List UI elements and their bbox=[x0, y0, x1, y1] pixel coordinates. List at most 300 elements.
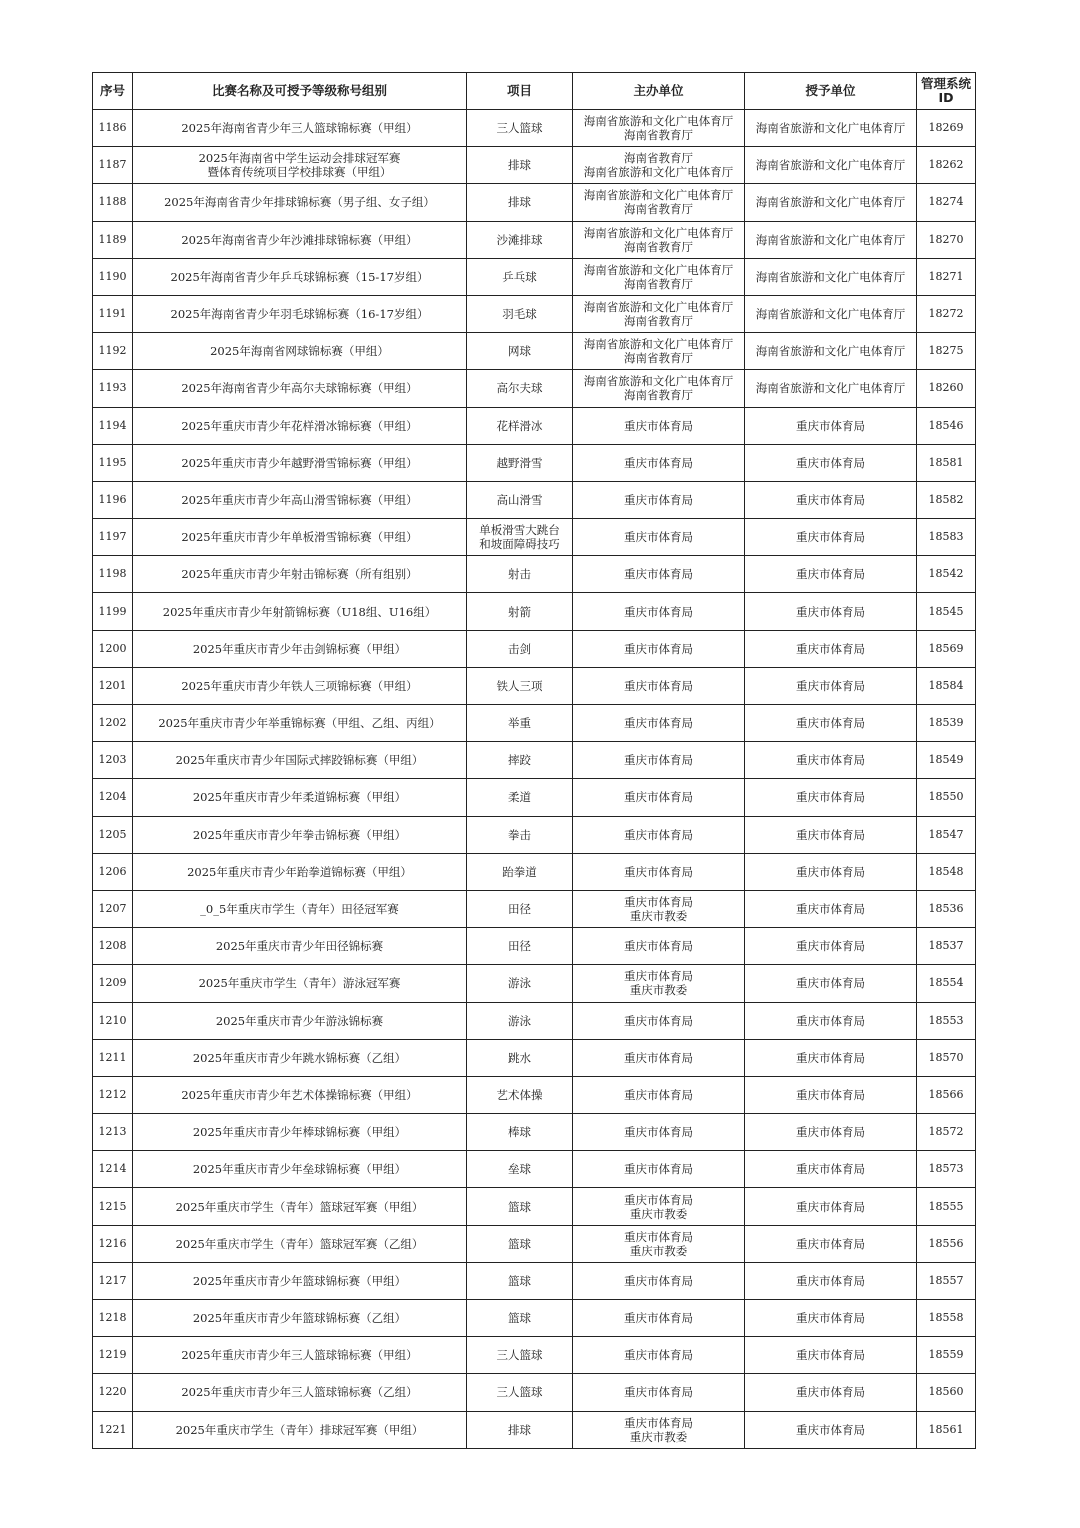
cell-system-id: 18566 bbox=[917, 1076, 976, 1113]
table-row bbox=[93, 1114, 976, 1151]
cell-competition-name-line: 2025年海南省青少年高尔夫球锦标赛（甲组） bbox=[181, 381, 418, 396]
cell-host bbox=[573, 1076, 745, 1113]
header-row bbox=[93, 73, 976, 110]
cell-host bbox=[573, 705, 745, 742]
cell-seq: 1206 bbox=[93, 853, 133, 890]
cell-sport bbox=[467, 853, 573, 890]
cell-competition-name bbox=[133, 1225, 467, 1262]
cell-sport bbox=[467, 965, 573, 1002]
cell-competition-name bbox=[133, 1337, 467, 1374]
header-system-id-line1: 管理系统 bbox=[920, 76, 971, 91]
cell-host-line: 重庆市体育局 bbox=[624, 418, 693, 433]
table-header bbox=[93, 73, 976, 110]
cell-sport bbox=[467, 333, 573, 370]
cell-host-line: 海南省旅游和文化广电体育厅 bbox=[583, 165, 734, 180]
cell-host bbox=[573, 1262, 745, 1299]
cell-competition-name-line: 2025年重庆市青少年击剑锦标赛（甲组） bbox=[192, 641, 407, 656]
cell-competition-name-line: 2025年重庆市学生（青年）排球冠军赛（甲组） bbox=[175, 1422, 424, 1437]
cell-sport bbox=[467, 1225, 573, 1262]
cell-seq: 1188 bbox=[93, 184, 133, 221]
cell-sport bbox=[467, 407, 573, 444]
table-row bbox=[93, 407, 976, 444]
cell-seq: 1211 bbox=[93, 1039, 133, 1076]
cell-host-line: 重庆市体育局 bbox=[624, 864, 693, 879]
cell-seq: 1212 bbox=[93, 1076, 133, 1113]
cell-sport bbox=[467, 370, 573, 407]
cell-host bbox=[573, 258, 745, 295]
cell-competition-name-line: 2025年重庆市青少年铁人三项锦标赛（甲组） bbox=[181, 678, 418, 693]
cell-competition-name-line: 2025年海南省青少年乒乓球锦标赛（15-17岁组） bbox=[170, 269, 429, 284]
cell-seq: 1197 bbox=[93, 519, 133, 556]
cell-competition-name-line: _0_5年重庆市学生（青年）田径冠军赛 bbox=[200, 902, 399, 917]
table-row bbox=[93, 481, 976, 518]
cell-host bbox=[573, 1002, 745, 1039]
cell-competition-name-line: 2025年重庆市青少年跆拳道锦标赛（甲组） bbox=[187, 864, 412, 879]
cell-seq: 1194 bbox=[93, 407, 133, 444]
table-row bbox=[93, 1151, 976, 1188]
cell-system-id: 18560 bbox=[917, 1374, 976, 1411]
cell-sport-line: 越野滑雪 bbox=[496, 455, 543, 470]
cell-host-line: 重庆市体育局 bbox=[624, 1050, 693, 1065]
cell-seq: 1201 bbox=[93, 667, 133, 704]
cell-competition-name-line: 2025年重庆市学生（青年）篮球冠军赛（乙组） bbox=[175, 1236, 424, 1251]
cell-grantor: 重庆市体育局 bbox=[745, 1076, 917, 1113]
cell-sport bbox=[467, 1039, 573, 1076]
cell-seq: 1202 bbox=[93, 705, 133, 742]
cell-sport bbox=[467, 816, 573, 853]
cell-sport bbox=[467, 705, 573, 742]
cell-host bbox=[573, 519, 745, 556]
cell-grantor: 重庆市体育局 bbox=[745, 667, 917, 704]
cell-host-line: 海南省教育厅 bbox=[624, 202, 693, 217]
cell-grantor: 重庆市体育局 bbox=[745, 1300, 917, 1337]
cell-seq: 1186 bbox=[93, 110, 133, 147]
cell-sport-line: 游泳 bbox=[508, 976, 531, 991]
cell-competition-name-line: 2025年重庆市青少年田径锦标赛 bbox=[215, 939, 384, 954]
cell-host bbox=[573, 1300, 745, 1337]
cell-sport-line: 垒球 bbox=[508, 1162, 531, 1177]
cell-competition-name-line: 2025年重庆市青少年三人篮球锦标赛（乙组） bbox=[181, 1385, 418, 1400]
cell-sport-line: 沙滩排球 bbox=[496, 232, 543, 247]
cell-system-id: 18581 bbox=[917, 444, 976, 481]
cell-grantor: 重庆市体育局 bbox=[745, 890, 917, 927]
cell-host-line: 重庆市教委 bbox=[629, 983, 688, 998]
cell-host-line: 重庆市体育局 bbox=[624, 455, 693, 470]
cell-competition-name-line: 2025年重庆市学生（青年）游泳冠军赛 bbox=[198, 976, 401, 991]
cell-seq: 1220 bbox=[93, 1374, 133, 1411]
cell-sport bbox=[467, 184, 573, 221]
table-row bbox=[93, 1262, 976, 1299]
cell-sport-line: 排球 bbox=[508, 1422, 531, 1437]
cell-host-line: 重庆市教委 bbox=[629, 1206, 688, 1221]
cell-host bbox=[573, 407, 745, 444]
cell-competition-name bbox=[133, 1114, 467, 1151]
cell-competition-name bbox=[133, 1374, 467, 1411]
cell-host-line: 海南省教育厅 bbox=[624, 388, 693, 403]
cell-host bbox=[573, 295, 745, 332]
cell-grantor: 重庆市体育局 bbox=[745, 1337, 917, 1374]
cell-sport bbox=[467, 556, 573, 593]
cell-host bbox=[573, 333, 745, 370]
cell-host bbox=[573, 1225, 745, 1262]
cell-host bbox=[573, 928, 745, 965]
cell-grantor: 海南省旅游和文化广电体育厅 bbox=[745, 370, 917, 407]
table-row bbox=[93, 370, 976, 407]
table-row bbox=[93, 965, 976, 1002]
table-row bbox=[93, 593, 976, 630]
cell-host bbox=[573, 556, 745, 593]
cell-system-id: 18275 bbox=[917, 333, 976, 370]
cell-host-line: 重庆市体育局 bbox=[624, 1013, 693, 1028]
cell-sport-line: 棒球 bbox=[508, 1125, 531, 1140]
cell-host-line: 重庆市体育局 bbox=[624, 1162, 693, 1177]
cell-system-id: 18569 bbox=[917, 630, 976, 667]
cell-grantor: 海南省旅游和文化广电体育厅 bbox=[745, 258, 917, 295]
cell-grantor: 海南省旅游和文化广电体育厅 bbox=[745, 184, 917, 221]
cell-system-id: 18554 bbox=[917, 965, 976, 1002]
cell-sport-line: 排球 bbox=[508, 158, 531, 173]
cell-seq: 1200 bbox=[93, 630, 133, 667]
cell-competition-name bbox=[133, 742, 467, 779]
cell-host-line: 海南省旅游和文化广电体育厅 bbox=[583, 114, 734, 129]
cell-system-id: 18260 bbox=[917, 370, 976, 407]
cell-system-id: 18545 bbox=[917, 593, 976, 630]
cell-seq: 1213 bbox=[93, 1114, 133, 1151]
cell-competition-name-line: 2025年重庆市青少年射箭锦标赛（U18组、U16组） bbox=[162, 604, 437, 619]
table-row bbox=[93, 295, 976, 332]
cell-host-line: 海南省旅游和文化广电体育厅 bbox=[583, 300, 734, 315]
cell-grantor: 重庆市体育局 bbox=[745, 444, 917, 481]
cell-seq: 1209 bbox=[93, 965, 133, 1002]
cell-system-id: 18270 bbox=[917, 221, 976, 258]
cell-competition-name-line: 2025年重庆市青少年艺术体操锦标赛（甲组） bbox=[181, 1087, 418, 1102]
cell-grantor: 重庆市体育局 bbox=[745, 779, 917, 816]
cell-competition-name bbox=[133, 1039, 467, 1076]
cell-competition-name-line: 2025年重庆市青少年垒球锦标赛（甲组） bbox=[192, 1162, 407, 1177]
cell-seq: 1204 bbox=[93, 779, 133, 816]
cell-sport-line: 跳水 bbox=[508, 1050, 531, 1065]
cell-sport-line: 击剑 bbox=[508, 641, 531, 656]
cell-host-line: 重庆市体育局 bbox=[624, 716, 693, 731]
cell-seq: 1208 bbox=[93, 928, 133, 965]
cell-system-id: 18274 bbox=[917, 184, 976, 221]
cell-competition-name-line: 2025年海南省青少年排球锦标赛（男子组、女子组） bbox=[164, 195, 435, 210]
cell-system-id: 18561 bbox=[917, 1411, 976, 1448]
cell-host bbox=[573, 1337, 745, 1374]
cell-sport bbox=[467, 890, 573, 927]
cell-seq: 1205 bbox=[93, 816, 133, 853]
cell-grantor: 重庆市体育局 bbox=[745, 965, 917, 1002]
table-row bbox=[93, 147, 976, 184]
cell-host-line: 海南省旅游和文化广电体育厅 bbox=[583, 262, 734, 277]
cell-sport-line: 乒乓球 bbox=[502, 269, 537, 284]
cell-host bbox=[573, 1114, 745, 1151]
cell-competition-name bbox=[133, 667, 467, 704]
cell-sport bbox=[467, 295, 573, 332]
cell-seq: 1215 bbox=[93, 1188, 133, 1225]
cell-host-line: 重庆市教委 bbox=[629, 1429, 688, 1444]
cell-competition-name-line: 2025年海南省青少年沙滩排球锦标赛（甲组） bbox=[181, 232, 418, 247]
cell-host bbox=[573, 965, 745, 1002]
table-row bbox=[93, 890, 976, 927]
cell-sport-line: 篮球 bbox=[508, 1236, 531, 1251]
cell-grantor: 重庆市体育局 bbox=[745, 630, 917, 667]
cell-system-id: 18559 bbox=[917, 1337, 976, 1374]
cell-seq: 1221 bbox=[93, 1411, 133, 1448]
cell-sport bbox=[467, 593, 573, 630]
table-row bbox=[93, 519, 976, 556]
cell-competition-name bbox=[133, 1076, 467, 1113]
cell-competition-name bbox=[133, 593, 467, 630]
cell-host-line: 重庆市体育局 bbox=[624, 1311, 693, 1326]
cell-system-id: 18573 bbox=[917, 1151, 976, 1188]
cell-competition-name bbox=[133, 1262, 467, 1299]
table-row bbox=[93, 816, 976, 853]
table-row bbox=[93, 630, 976, 667]
cell-grantor: 重庆市体育局 bbox=[745, 853, 917, 890]
cell-grantor: 重庆市体育局 bbox=[745, 1188, 917, 1225]
cell-grantor: 海南省旅游和文化广电体育厅 bbox=[745, 110, 917, 147]
cell-competition-name bbox=[133, 705, 467, 742]
cell-sport bbox=[467, 221, 573, 258]
cell-seq: 1193 bbox=[93, 370, 133, 407]
cell-host-line: 海南省旅游和文化广电体育厅 bbox=[583, 188, 734, 203]
cell-host-line: 海南省教育厅 bbox=[624, 239, 693, 254]
cell-competition-name-line: 2025年海南省青少年羽毛球锦标赛（16-17岁组） bbox=[170, 307, 429, 322]
cell-system-id: 18584 bbox=[917, 667, 976, 704]
cell-host bbox=[573, 630, 745, 667]
cell-seq: 1192 bbox=[93, 333, 133, 370]
header-name: 比赛名称及可授予等级称号组别 bbox=[133, 73, 467, 110]
cell-sport-line: 艺术体操 bbox=[496, 1087, 543, 1102]
cell-sport bbox=[467, 147, 573, 184]
cell-competition-name bbox=[133, 221, 467, 258]
cell-host bbox=[573, 110, 745, 147]
cell-competition-name bbox=[133, 1300, 467, 1337]
cell-system-id: 18546 bbox=[917, 407, 976, 444]
cell-host-line: 海南省教育厅 bbox=[624, 351, 693, 366]
cell-grantor: 海南省旅游和文化广电体育厅 bbox=[745, 147, 917, 184]
cell-grantor: 重庆市体育局 bbox=[745, 1262, 917, 1299]
cell-system-id: 18550 bbox=[917, 779, 976, 816]
cell-sport-line: 三人篮球 bbox=[496, 1385, 543, 1400]
cell-sport bbox=[467, 258, 573, 295]
cell-seq: 1218 bbox=[93, 1300, 133, 1337]
cell-system-id: 18272 bbox=[917, 295, 976, 332]
cell-competition-name bbox=[133, 481, 467, 518]
cell-host-line: 重庆市体育局 bbox=[624, 827, 693, 842]
cell-host bbox=[573, 593, 745, 630]
cell-sport-line: 三人篮球 bbox=[496, 1348, 543, 1363]
table-row bbox=[93, 333, 976, 370]
cell-competition-name bbox=[133, 444, 467, 481]
cell-sport bbox=[467, 519, 573, 556]
cell-host bbox=[573, 1188, 745, 1225]
cell-sport bbox=[467, 110, 573, 147]
cell-competition-name-line: 2025年重庆市青少年柔道锦标赛（甲组） bbox=[192, 790, 407, 805]
cell-host bbox=[573, 779, 745, 816]
cell-host-line: 重庆市体育局 bbox=[624, 1087, 693, 1102]
cell-host bbox=[573, 1039, 745, 1076]
cell-host-line: 海南省教育厅 bbox=[624, 128, 693, 143]
cell-competition-name bbox=[133, 779, 467, 816]
cell-host bbox=[573, 816, 745, 853]
cell-competition-name-line: 2025年重庆市青少年国际式摔跤锦标赛（甲组） bbox=[175, 753, 424, 768]
cell-grantor: 重庆市体育局 bbox=[745, 593, 917, 630]
cell-host bbox=[573, 890, 745, 927]
cell-competition-name bbox=[133, 1002, 467, 1039]
cell-sport-line: 高山滑雪 bbox=[496, 492, 543, 507]
cell-sport bbox=[467, 444, 573, 481]
table-row bbox=[93, 556, 976, 593]
cell-host-line: 重庆市体育局 bbox=[624, 530, 693, 545]
cell-host-line: 重庆市体育局 bbox=[624, 939, 693, 954]
cell-seq: 1196 bbox=[93, 481, 133, 518]
cell-competition-name bbox=[133, 407, 467, 444]
cell-host bbox=[573, 1151, 745, 1188]
cell-host-line: 重庆市体育局 bbox=[624, 492, 693, 507]
cell-competition-name bbox=[133, 853, 467, 890]
cell-seq: 1198 bbox=[93, 556, 133, 593]
cell-competition-name-line: 2025年重庆市青少年高山滑雪锦标赛（甲组） bbox=[181, 492, 418, 507]
cell-competition-name bbox=[133, 890, 467, 927]
cell-sport-line: 花样滑冰 bbox=[496, 418, 543, 433]
cell-grantor: 海南省旅游和文化广电体育厅 bbox=[745, 333, 917, 370]
table-row bbox=[93, 1076, 976, 1113]
header-system-id bbox=[917, 73, 976, 110]
cell-sport bbox=[467, 1374, 573, 1411]
cell-seq: 1203 bbox=[93, 742, 133, 779]
cell-system-id: 18549 bbox=[917, 742, 976, 779]
cell-sport-line: 和坡面障碍技巧 bbox=[479, 537, 560, 552]
cell-sport bbox=[467, 1002, 573, 1039]
cell-system-id: 18536 bbox=[917, 890, 976, 927]
cell-competition-name-line: 暨体育传统项目学校排球赛（甲组） bbox=[207, 165, 392, 180]
cell-sport-line: 田径 bbox=[508, 902, 531, 917]
cell-competition-name-line: 2025年海南省网球锦标赛（甲组） bbox=[210, 344, 389, 359]
cell-system-id: 18539 bbox=[917, 705, 976, 742]
cell-competition-name-line: 2025年重庆市青少年花样滑冰锦标赛（甲组） bbox=[181, 418, 418, 433]
cell-host-line: 海南省教育厅 bbox=[624, 151, 693, 166]
cell-system-id: 18548 bbox=[917, 853, 976, 890]
cell-host bbox=[573, 184, 745, 221]
cell-competition-name-line: 2025年重庆市青少年篮球锦标赛（乙组） bbox=[192, 1311, 407, 1326]
cell-competition-name bbox=[133, 333, 467, 370]
table-row bbox=[93, 1039, 976, 1076]
cell-sport-line: 游泳 bbox=[508, 1013, 531, 1028]
cell-competition-name-line: 2025年重庆市青少年游泳锦标赛 bbox=[215, 1013, 384, 1028]
cell-sport-line: 篮球 bbox=[508, 1199, 531, 1214]
cell-sport-line: 柔道 bbox=[508, 790, 531, 805]
cell-grantor: 海南省旅游和文化广电体育厅 bbox=[745, 221, 917, 258]
cell-sport-line: 排球 bbox=[508, 195, 531, 210]
cell-seq: 1187 bbox=[93, 147, 133, 184]
table-row bbox=[93, 705, 976, 742]
table-row bbox=[93, 1002, 976, 1039]
table-row bbox=[93, 221, 976, 258]
cell-system-id: 18542 bbox=[917, 556, 976, 593]
cell-seq: 1210 bbox=[93, 1002, 133, 1039]
cell-system-id: 18557 bbox=[917, 1262, 976, 1299]
cell-competition-name-line: 2025年重庆市青少年单板滑雪锦标赛（甲组） bbox=[181, 530, 418, 545]
cell-competition-name bbox=[133, 519, 467, 556]
cell-competition-name bbox=[133, 1188, 467, 1225]
cell-competition-name-line: 2025年重庆市青少年越野滑雪锦标赛（甲组） bbox=[181, 455, 418, 470]
cell-competition-name-line: 2025年重庆市青少年棒球锦标赛（甲组） bbox=[192, 1125, 407, 1140]
cell-host-line: 重庆市体育局 bbox=[624, 1125, 693, 1140]
cell-seq: 1189 bbox=[93, 221, 133, 258]
cell-sport bbox=[467, 481, 573, 518]
cell-seq: 1219 bbox=[93, 1337, 133, 1374]
cell-host-line: 重庆市体育局 bbox=[624, 1385, 693, 1400]
cell-sport bbox=[467, 1300, 573, 1337]
cell-host-line: 重庆市体育局 bbox=[624, 1273, 693, 1288]
cell-host-line: 重庆市体育局 bbox=[624, 1415, 693, 1430]
cell-sport bbox=[467, 1076, 573, 1113]
cell-host-line: 海南省旅游和文化广电体育厅 bbox=[583, 337, 734, 352]
cell-host-line: 重庆市体育局 bbox=[624, 895, 693, 910]
cell-sport-line: 摔跤 bbox=[508, 753, 531, 768]
table-row bbox=[93, 110, 976, 147]
cell-sport bbox=[467, 1151, 573, 1188]
table-row bbox=[93, 742, 976, 779]
cell-competition-name-line: 2025年重庆市青少年三人篮球锦标赛（甲组） bbox=[181, 1348, 418, 1363]
table-row bbox=[93, 1337, 976, 1374]
table-row bbox=[93, 1411, 976, 1448]
cell-host-line: 海南省旅游和文化广电体育厅 bbox=[583, 374, 734, 389]
cell-seq: 1199 bbox=[93, 593, 133, 630]
cell-host-line: 重庆市体育局 bbox=[624, 790, 693, 805]
cell-sport-line: 篮球 bbox=[508, 1311, 531, 1326]
table-row bbox=[93, 779, 976, 816]
cell-grantor: 重庆市体育局 bbox=[745, 1411, 917, 1448]
cell-sport-line: 网球 bbox=[508, 344, 531, 359]
cell-host bbox=[573, 1411, 745, 1448]
cell-host bbox=[573, 147, 745, 184]
cell-sport-line: 拳击 bbox=[508, 827, 531, 842]
cell-competition-name-line: 2025年海南省青少年三人篮球锦标赛（甲组） bbox=[181, 121, 418, 136]
cell-competition-name bbox=[133, 184, 467, 221]
cell-grantor: 重庆市体育局 bbox=[745, 928, 917, 965]
cell-system-id: 18570 bbox=[917, 1039, 976, 1076]
cell-competition-name-line: 2025年重庆市学生（青年）篮球冠军赛（甲组） bbox=[175, 1199, 424, 1214]
cell-seq: 1217 bbox=[93, 1262, 133, 1299]
cell-grantor: 重庆市体育局 bbox=[745, 1039, 917, 1076]
cell-sport-line: 单板滑雪大跳台 bbox=[479, 523, 560, 538]
cell-grantor: 重庆市体育局 bbox=[745, 1114, 917, 1151]
cell-host-line: 重庆市体育局 bbox=[624, 641, 693, 656]
table-row bbox=[93, 444, 976, 481]
table-row bbox=[93, 928, 976, 965]
cell-system-id: 18572 bbox=[917, 1114, 976, 1151]
cell-host bbox=[573, 853, 745, 890]
cell-grantor: 重庆市体育局 bbox=[745, 1002, 917, 1039]
table-row bbox=[93, 1188, 976, 1225]
cell-system-id: 18262 bbox=[917, 147, 976, 184]
cell-system-id: 18558 bbox=[917, 1300, 976, 1337]
cell-host bbox=[573, 370, 745, 407]
cell-competition-name-line: 2025年重庆市青少年篮球锦标赛（甲组） bbox=[192, 1273, 407, 1288]
cell-competition-name bbox=[133, 965, 467, 1002]
cell-host bbox=[573, 742, 745, 779]
table-row bbox=[93, 184, 976, 221]
cell-grantor: 重庆市体育局 bbox=[745, 1374, 917, 1411]
cell-grantor: 重庆市体育局 bbox=[745, 1151, 917, 1188]
cell-system-id: 18537 bbox=[917, 928, 976, 965]
cell-system-id: 18553 bbox=[917, 1002, 976, 1039]
cell-sport bbox=[467, 667, 573, 704]
cell-sport bbox=[467, 928, 573, 965]
